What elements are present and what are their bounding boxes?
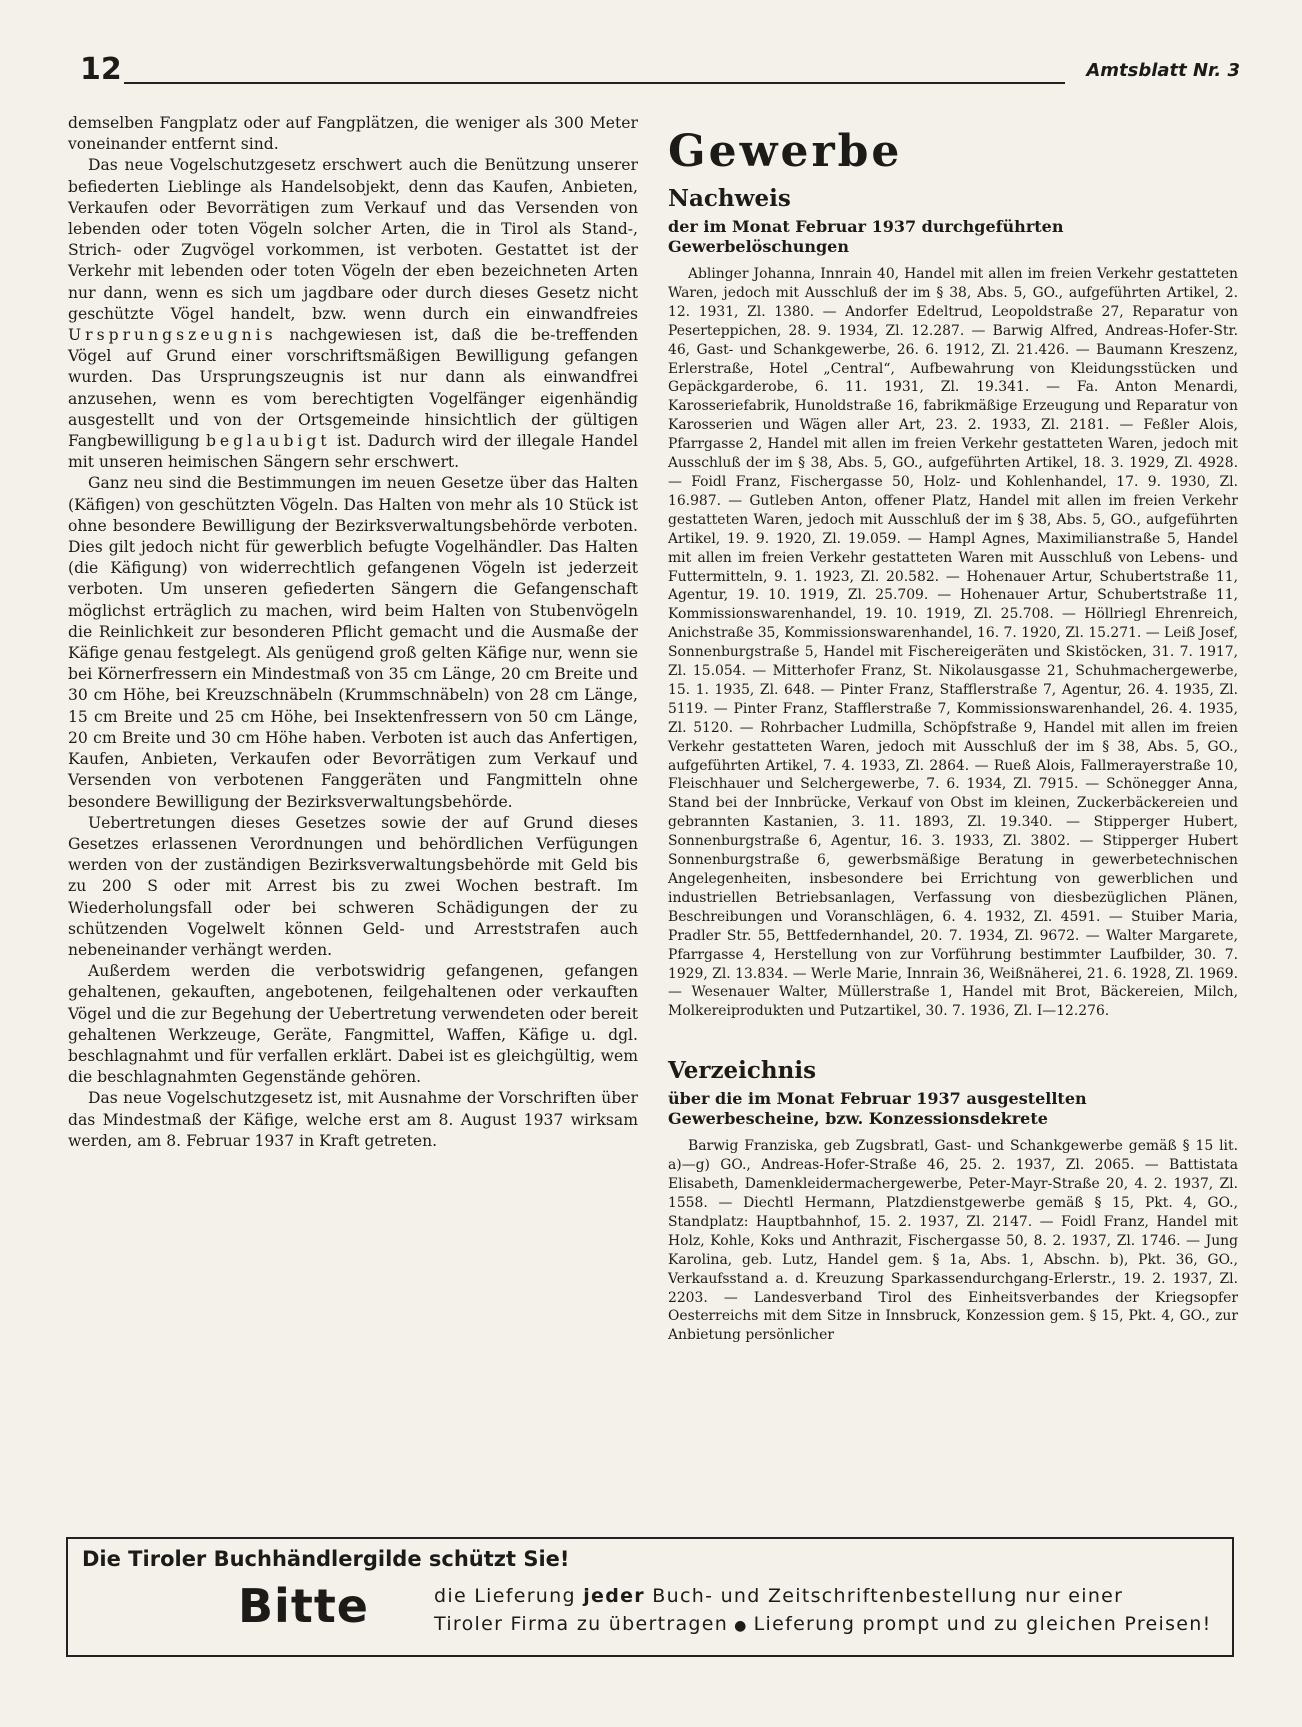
section-gap [668, 1021, 1238, 1051]
verzeichnis-subtitle: über die im Monat Februar 1937 ausgestellten Gewerbescheine, bzw. Konzessionsdekrete [668, 1089, 1087, 1129]
left-paragraph-3: Ganz neu sind die Bestimmungen im neuen Gesetze über das Halten (Käfigen) von geschützten Vögeln. Das Halten von mehr als 10 Stück ist ohne besondere Bewilligung der Bezirksverwaltungsbehörde verboten. Dies gilt jedoch nicht für gewerblich befugte Vogelhändler. Das Halten (die Käfigung) von widerrechtlich gefangenen Vögeln ist jederzeit verboten. Um unseren gefiederten Sängern die Gefangenschaft möglichst erträglich zu machen, wird beim Halten von Stubenvögeln die Reinlichkeit zur besonderen Pflicht gemacht und die Ausmaße der Käfige genau festgelegt. Als genügend groß gelten Käfige nur, wenn sie bei Körnerfressern ein Mindestmaß von 35 cm Länge, 20 cm Breite und 30 cm Höhe, bei Kreuzschnäbeln (Krummschnäbeln) von 28 cm Länge, 15 cm Breite und 25 cm Höhe, bei Insektenfressern von 50 cm Länge, 20 cm Breite und 30 cm Höhe haben. Verboten ist auch das Anfertigen, Kaufen, Anbieten, Verkaufen oder Bevorrätigen zum Verkauf und Versenden von verbotenen Fanggeräten und Fangmitteln ohne besondere Bewilligung der Bezirksverwaltungsbehörde. [68, 474, 638, 811]
verzeichnis-entries: Barwig Franziska, geb Zugsbratl, Gast- und Schankgewerbe gemäß § 15 lit. a)—g) GO., Andreas-Hofer-Straße 46, 25. 2. 1937, Zl. 2065. — Battistata Elisabeth, Damenkleidermachergewerbe, Peter-Mayr-Straße 20, 4. 2. 1937, Zl. 1558. — Diechtl Hermann, Platzdienstgewerbe gemäß § 15, Pkt. 4, GO., Standplatz: Hauptbahnhof, 15. 2. 1937, Zl. 2147. — Foidl Franz, Handel mit Holz, Kohle, Koks und Anthrazit, Fischergasse 50, 8. 2. 1937, Zl. 1746. — Jung Karolina, geb. Lutz, Handel gem. § 1a, Abs. 1, Abschn. b), Pkt. 36, GO., Verkaufsstand a. d. Kreuzung Sparkassendurchgang-Erlerstr., 19. 2. 1937, Zl. 2203. — Landesverband Tirol des Einheitsverbandes der Kriegsopfer Oesterreichs mit dem Sitze in Innsbruck, Konzession gem. § 15, Pkt. 4, GO., zur Anbietung persönlicher [668, 1138, 1238, 1344]
notice-line-2a: Tiroler Firma zu übertragen [434, 1613, 729, 1635]
header-rule [124, 82, 1065, 84]
gewerbe-title: Gewerbe [668, 126, 903, 177]
left-paragraph-2-cont: treffenden Vögel auf Grund einer vorschriftsmäßigen Bewilligung gefangen wurden. Das Ursprungszeugnis ist nur dann als einwandfrei anzusehen, wenn es vom berechtigten Vogelfänger eigenhändig ausgestellt und von der Ortsgemeinde hinsichtlich der gültigen Fangbewilligung [68, 326, 638, 451]
buchhaendlergilde-notice [66, 1537, 1234, 1657]
notice-line-2b: Lieferung prompt und zu gleichen Preisen! [753, 1613, 1212, 1635]
bullet-icon: ● [734, 1618, 748, 1634]
notice-line-1-bold: jeder [583, 1585, 645, 1607]
nachweis-subtitle: der im Monat Februar 1937 durchgeführten Gewerbelöschungen [668, 217, 1064, 256]
spaced-word-beglaubigt: beglaubigt [205, 432, 331, 451]
verzeichnis-title: Verzeichnis [668, 1057, 817, 1085]
notice-line-1 [434, 1585, 1220, 1607]
left-paragraph-4: Uebertretungen dieses Gesetzes sowie der auf Grund dieses Gesetzes erlassenen Verordnungen und behördlichen Verfügungen werden von der zuständigen Bezirksverwaltungsbehörde mit Geld bis zu 200 S oder mit Arrest bis zu zwei Wochen bestraft. Im Wiederholungsfall oder bei schweren Schädigungen der zu schützenden Vogelwelt können Geld- und Arreststrafen auch nebeneinander verhängt werden. [68, 813, 638, 959]
page-number: 12 [80, 52, 122, 87]
notice-big-word: Bitte [238, 1579, 370, 1633]
notice-line-1a: die Lieferung [434, 1585, 584, 1607]
left-paragraph-1: demselben Fangplatz oder auf Fangplätzen, die weniger als 300 Meter voneinander entfernt sind. [68, 114, 638, 154]
notice-headline: Die Tiroler Buchhändlergilde schützt Sie! [82, 1547, 570, 1571]
right-column [668, 125, 1238, 1525]
left-paragraph-2 [68, 155, 638, 473]
spaced-tail: nachgewiesen ist, daß die be- [276, 326, 556, 345]
left-paragraph-6: Das neue Vogelschutzgesetz ist, mit Ausnahme der Vorschriften über das Mindestmaß der Käfige, welche erst am 8. August 1937 wirksam werden, am 8. Februar 1937 in Kraft getreten. [68, 1089, 638, 1150]
nachweis-title: Nachweis [668, 185, 791, 212]
notice-line-2 [434, 1613, 1220, 1635]
left-paragraph-2-text: Das neue Vogelschutzgesetz erschwert auch die Benützung unserer befiederten Lieblinge als Handelsobjekt, denn das Kaufen, Anbieten, Verkaufen oder Bevorrätigen zum Verkauf und das Versenden von lebenden oder toten Vögeln solcher Arten, die in Tirol als Stand-, Strich- oder Zugvögel vorkommen, ist verboten. Gestattet ist der Verkehr mit lebenden oder toten Vögeln der eben bezeichneten Arten nur dann, wenn es sich um jagdbare oder durch dieses Gesetz nicht geschützte Vögel handelt, bzw. wenn durch ein einwandfreies [68, 156, 638, 323]
notice-line-1b: Buch- und Zeitschriftenbestellung nur einer [644, 1585, 1124, 1607]
issue-label: Amtsblatt Nr. 3 [1086, 60, 1240, 81]
page-header [80, 52, 1240, 94]
left-paragraph-5: Außerdem werden die verbotswidrig gefangenen, gefangen gehaltenen, gekauften, angebotenen, feilgehaltenen oder verkauften Vögel und die zur Begehung der Uebertretung verwendeten oder bereit gehaltenen Werkzeuge, Geräte, Fangmittel, Waffen, Käfige u. dgl. beschlagnahmt und für verfallen erklärt. Dabei ist es gleichgültig, wem die beschlagnahmten Gegenstände gehören. [68, 962, 638, 1087]
nachweis-entries: Ablinger Johanna, Innrain 40, Handel mit allen im freien Verkehr gestatteten Waren, jedoch mit Ausschluß der im § 38, Abs. 5, GO., aufgeführten Artikel, 2. 12. 1931, Zl. 1380. — Andorfer Edeltrud, Leopoldstraße 27, Reparatur von Peserteppichen, 28. 9. 1934, Zl. 12.287. — Barwig Alfred, Andreas-Hofer-Str. 46, Gast- und Schankgewerbe, 26. 6. 1912, Zl. 21.426. — Baumann Kreszenz, Erlerstraße, Hotel „Central“, Aufbewahrung von Kleidungsstücken und Gepäckgarderobe, 6. 11. 1931, Zl. 19.341. — Fa. Anton Menardi, Karosseriefabrik, Hunoldstraße 16, fabrikmäßige Erzeugung und Reparatur von Karosserien und Wägen aller Art, 23. 2. 1933, Zl. 2181. — Feßler Alois, Pfarrgasse 2, Handel mit allen im freien Verkehr gestatteten Waren, jedoch mit Ausschluß der im § 38, Abs. 5, GO., aufgeführten Artikel, 18. 3. 1929, Zl. 4928. — Foidl Franz, Fischergasse 50, Holz- und Kohlenhandel, 17. 9. 1930, Zl. 16.987. — Gutleben Anton, offener Platz, Handel mit allen im freien Verkehr gestatteten Waren, jedoch mit Ausschluß der im § 38, Abs. 5, GO., aufgeführten Artikel, 19. 9. 1920, Zl. 19.059. — Hampl Agnes, Maximilianstraße 5, Handel mit allen im freien Verkehr gestatteten Waren mit Ausschluß von Lebens- und Futtermitteln, 9. 1. 1923, Zl. 20.582. — Hohenauer Artur, Schubertstraße 11, Agentur, 19. 10. 1919, Zl. 25.709. — Hohenauer Artur, Schubertstraße 11, Kommissionswarenhandel, 19. 10. 1919, Zl. 25.708. — Höllriegl Ehrenreich, Anichstraße 35, Kommissionswarenhandel, 16. 7. 1920, Zl. 15.271. — Leiß Josef, Sonnenburgstraße 5, Handel mit Fischereigeräten und Skistöcken, 31. 7. 1917, Zl. 15.054. — Mitterhofer Franz, St. Nikolausgasse 21, Schuhmachergewerbe, 15. 1. 1935, Zl. 648. — Pinter Franz, Stafflerstraße 7, Agentur, 26. 4. 1935, Zl. 5119. — Pinter Franz, Stafflerstraße 7, Kommissionswarenhandel, 26. 4. 1935, Zl. 5120. — Rohrbacher Ludmilla, Schöpfstraße 9, Handel mit allen im freien Verkehr gestatteten Waren, jedoch mit Ausschluß der im § 38, Abs. 5, GO., aufgeführten Artikel, 7. 4. 1933, Zl. 2864. — Rueß Alois, Fallmerayerstraße 10, Fleischhauer und Selchergewerbe, 7. 6. 1934, Zl. 7915. — Schönegger Anna, Stand bei der Innbrücke, Verkauf von Obst im kleinen, Zuckerbäckereien und gebrannten Kastanien, 3. 11. 1893, Zl. 19.340. — Stipperger Hubert, Sonnenburgstraße 6, Agentur, 16. 3. 1933, Zl. 3802. — Stipperger Hubert Sonnenburgstraße 6, gewerbsmäßige Beratung in gewerbetechnischen Angelegenheiten, insbesondere bei Errichtung von gewerblichen und industriellen Betriebsanlagen, Verfassung von diesbezüglichen Plänen, Beschreibungen und Voranschlägen, 6. 4. 1932, Zl. 4591. — Stuiber Maria, Pradler Str. 55, Bettfedernhandel, 20. 7. 1934, Zl. 9672. — Walter Margarete, Pfarrgasse 4, Herstellung von zur Vorführung bestimmter Laufbilder, 30. 7. 1929, Zl. 13.834. — Werle Marie, Innrain 36, Weißnäherei, 21. 6. 1928, Zl. 1969. — Wesenauer Walter, Müllerstraße 1, Handel mit Brot, Bäckereien, Milch, Molkereiprodukten und Putzartikel, 30. 7. 1936, Zl. I—12.276. [668, 266, 1238, 1020]
left-paragraph-2-end: ist. Dadurch wird der illegale Handel mit unseren heimischen Sängern sehr erschwert. [68, 432, 638, 472]
spaced-word-ursprungszeugnis: Ursprungszeugnis [68, 326, 277, 345]
left-column [68, 113, 638, 1513]
